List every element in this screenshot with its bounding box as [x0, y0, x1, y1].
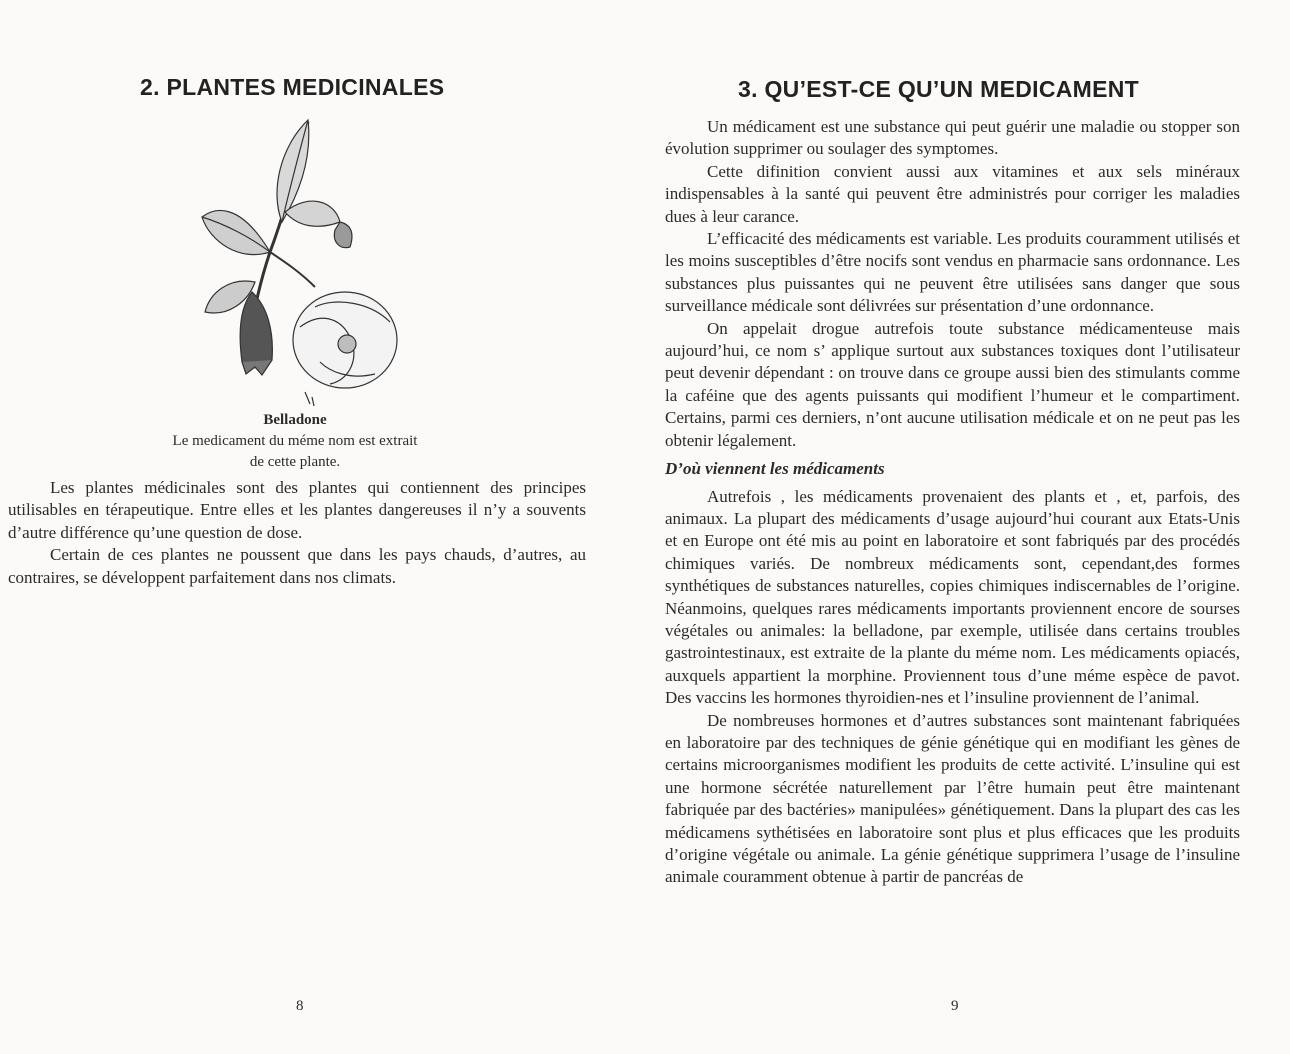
caption-line: Le medicament du méme nom est extrait	[172, 433, 418, 449]
page-number: 8	[296, 998, 304, 1014]
paragraph: L’efficacité des médicaments est variable. Les produits couramment utilisés et les moins susceptibles d’être nocifs sont vendus en pharmacie sans ordonnance. Les substances plus puissantes qui ne peuvent être utilisées sans danger que sous surveillance médicale sont délivrées sur présentation d’une ordonnance.	[665, 229, 1240, 316]
paragraph: Cette difinition convient aussi aux vitamines et aux sels minéraux indispensables à la santé qui peuvent être administrés pour corriger les maladies dues à leur carance.	[665, 161, 1240, 226]
caption-title: Belladone	[263, 412, 327, 428]
paragraph: Certain de ces plantes ne poussent que dans les pays chauds, d’autres, au contraires, se développent parfaitement dans nos climats.	[8, 545, 586, 587]
body-text	[8, 477, 586, 589]
caption-line: de cette plante.	[249, 454, 341, 470]
right-page	[640, 0, 1290, 1054]
page-number: 9	[951, 998, 959, 1014]
paragraph: On appelait drogue autrefois toute substance médicamenteuse mais aujourd’hui, ce nom s’ applique surtout aux substances toxiques dont l’utilisateur peut devenir dépendant : on trouve dans ce groupe aussi bien des stimulants comme la caféine que des agents puissants qui modifient l’humeur et le compartiment. Certains, parmi ces derniers, n’ont aucune utilisation médicale et on ne peut pas les obtenir légalement.	[665, 318, 1240, 450]
body-text	[665, 116, 1240, 889]
paragraph: Les plantes médicinales sont des plantes qui contiennent des principes utilisables en térapeutique. Entre elles et les plantes dangereuses il n’y a souvents d’autre différence qu’une question de dose.	[8, 478, 586, 542]
page-title: 2. PLANTES MEDICINALES	[140, 74, 445, 100]
paragraph: De nombreuses hormones et d’autres substances sont maintenant fabriquées en laboratoire par des techniques de génie génétique qui en modifiant les gènes de certains microorganismes modifient les produits de cette activité. L’insuline qui est une hormone sécrétée naturellement par l’être humain peut être maintenant fabriquée par des bactéries» manipulées» génétiquement. Dans la plupart des cas les médicamens sythétisées en laboratoire sont plus et plus efficaces que les produits d’origine végétale ou animale. La génie génétique supprimera l’usage de l’insuline animale couramment obtenue à partir de pancréas de	[665, 710, 1240, 887]
figure-caption	[140, 410, 450, 473]
left-page	[0, 0, 600, 1054]
belladonna-illustration	[200, 112, 405, 412]
page-title: 3. QU’EST-CE QU’UN MEDICAMENT	[738, 76, 1140, 102]
section-subheading: D’où viennent les médicaments	[665, 459, 885, 479]
paragraph: Autrefois , les médicaments provenaient des plants et , et, parfois, des animaux. La plupart des médicaments d’usage aujourd’hui courant aux Etats-Unis et en Europe ont été mis au point en laboratoire et sont fabriqués par des procédés chimiques variés. De nombreux médicaments sont, cependant,des formes synthétiques de substances naturelles, copies chimiques indiscernables de l’origine. Néanmoins, quelques rares médicaments importants proviennent encore de sourses végétales ou animales: la belladone, par exemple, utilisée dans certains troubles gastrointestinaux, est extraite de la plante du méme nom. Les médicaments opiacés, auxquels appartient la morphine. Proviennent tous d’une méme espèce de pavot. Des vaccins les hormones thyroidien-nes et l’insuline proviennent de l’animal.	[665, 486, 1240, 708]
paragraph: Un médicament est une substance qui peut guérir une maladie ou stopper son évolution supprimer ou soulager des symptomes.	[665, 117, 1240, 159]
